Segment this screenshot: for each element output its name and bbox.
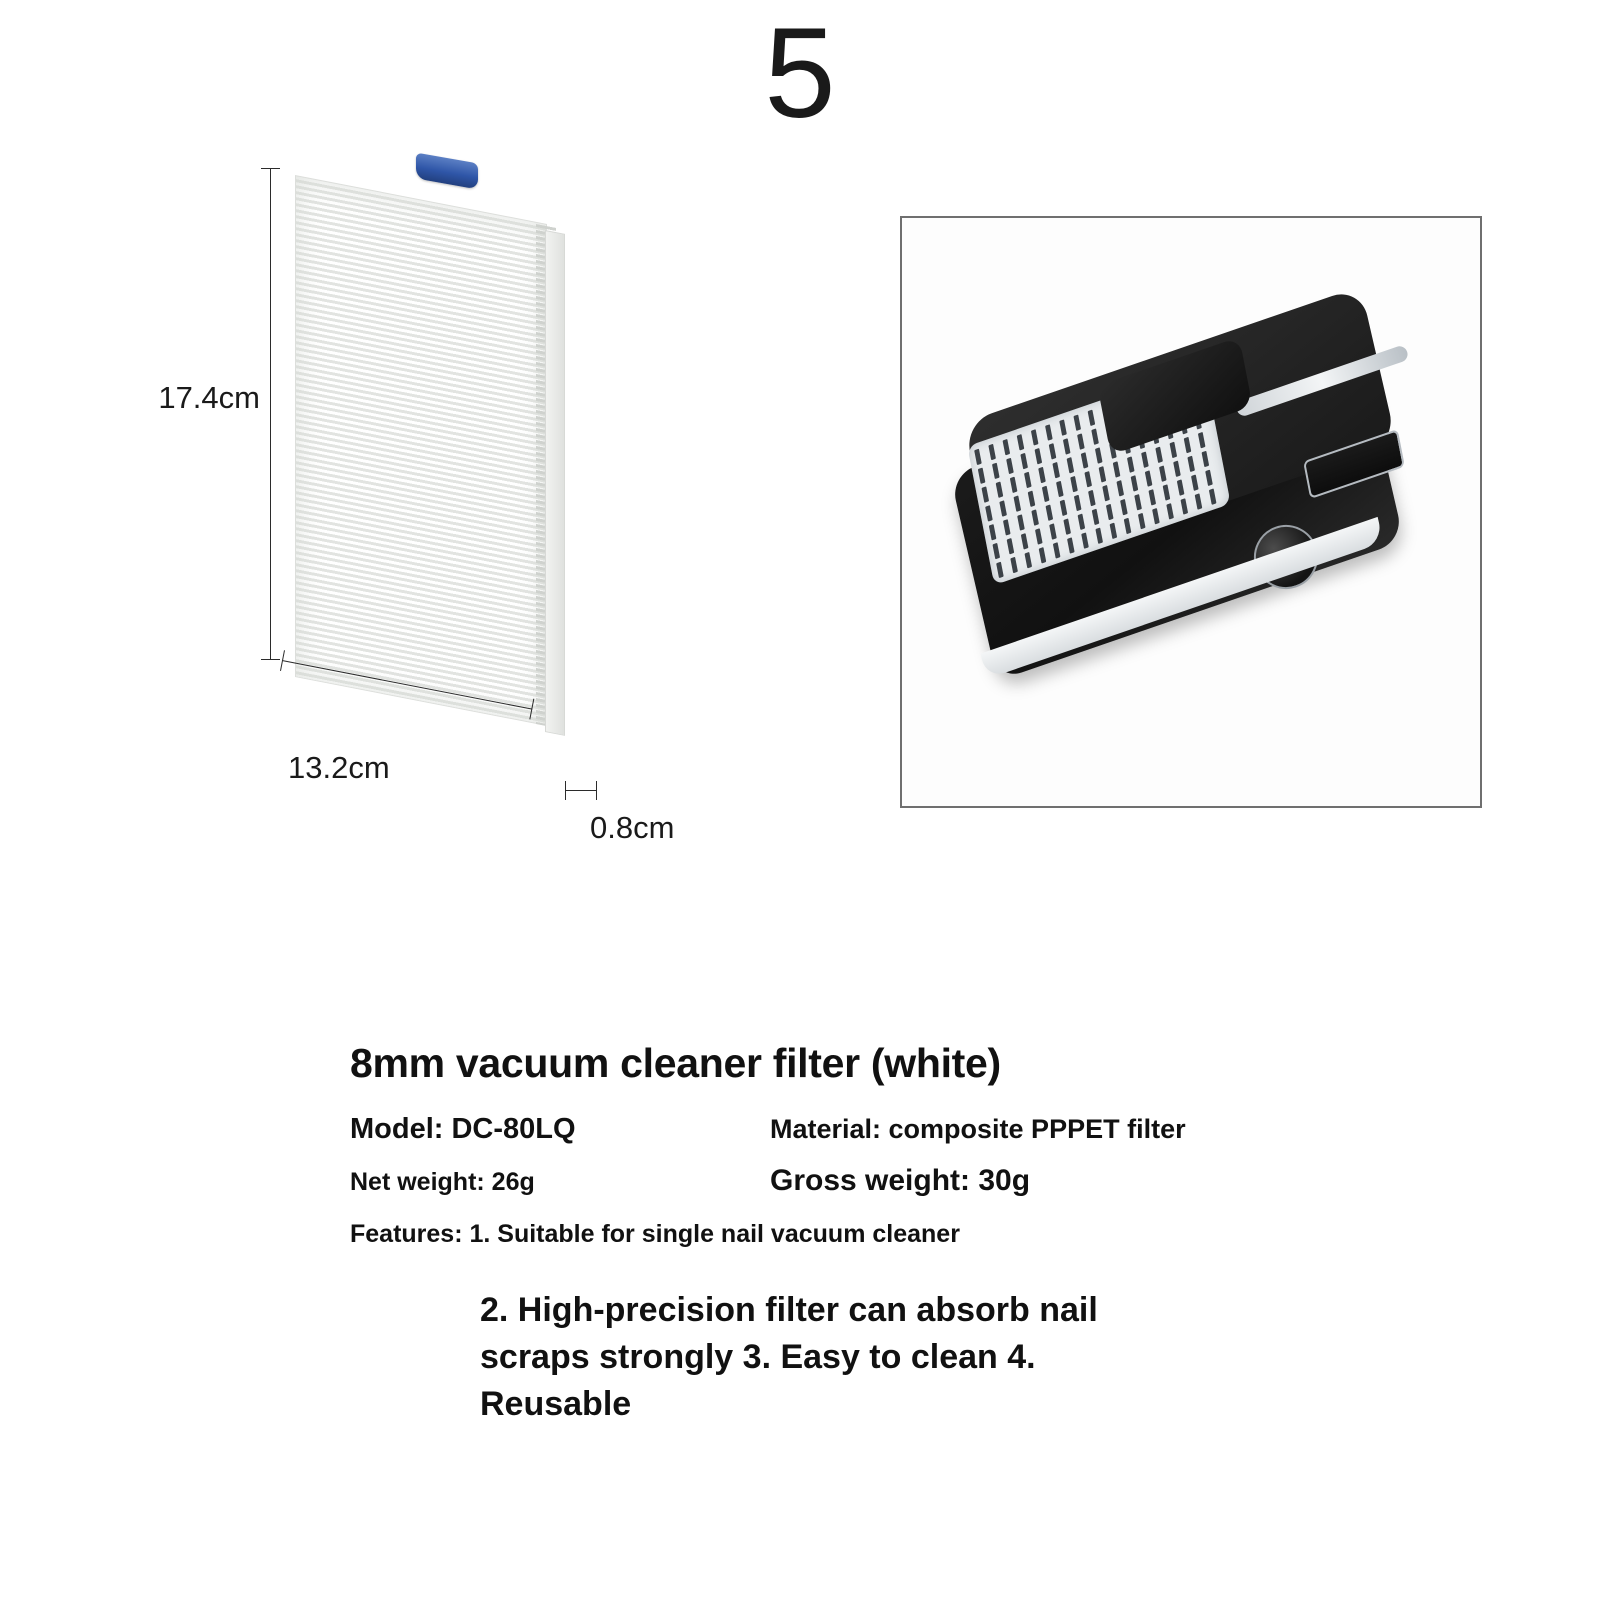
filter-diagram: [140, 150, 760, 890]
net-weight-label: Net weight: 26g: [350, 1168, 535, 1196]
gross-weight-label: Gross weight: 30g: [770, 1164, 1031, 1197]
depth-dimension-label: 0.8cm: [590, 810, 675, 845]
specification-block: [350, 1040, 1350, 1428]
height-dimension-line: [270, 168, 271, 660]
filter-pleated-body: [295, 175, 547, 726]
features-detail-text: 2. High-precision filter can absorb nail scraps strongly 3. Easy to clean 4. Reusable: [480, 1291, 1098, 1423]
height-dimension-label: 17.4cm: [158, 380, 260, 415]
product-title: 8mm vacuum cleaner filter (white): [350, 1040, 1001, 1086]
width-dimension-label: 13.2cm: [288, 750, 390, 785]
nail-dust-vacuum-cleaner-illustration: [932, 313, 1452, 713]
spec-row: [350, 1113, 1350, 1146]
features-first-line: Features: 1. Suitable for single nail vacuum cleaner: [350, 1220, 960, 1248]
product-photo-frame: [900, 216, 1482, 808]
filter-side-edge: [545, 230, 565, 736]
blue-clip-icon: [416, 153, 478, 190]
model-label: Model: DC-80LQ: [350, 1113, 576, 1145]
page-number: 5: [764, 2, 836, 145]
spec-row: [350, 1164, 1350, 1198]
depth-dimension-line: [565, 790, 597, 791]
material-label: Material: composite PPPET filter: [770, 1114, 1186, 1144]
